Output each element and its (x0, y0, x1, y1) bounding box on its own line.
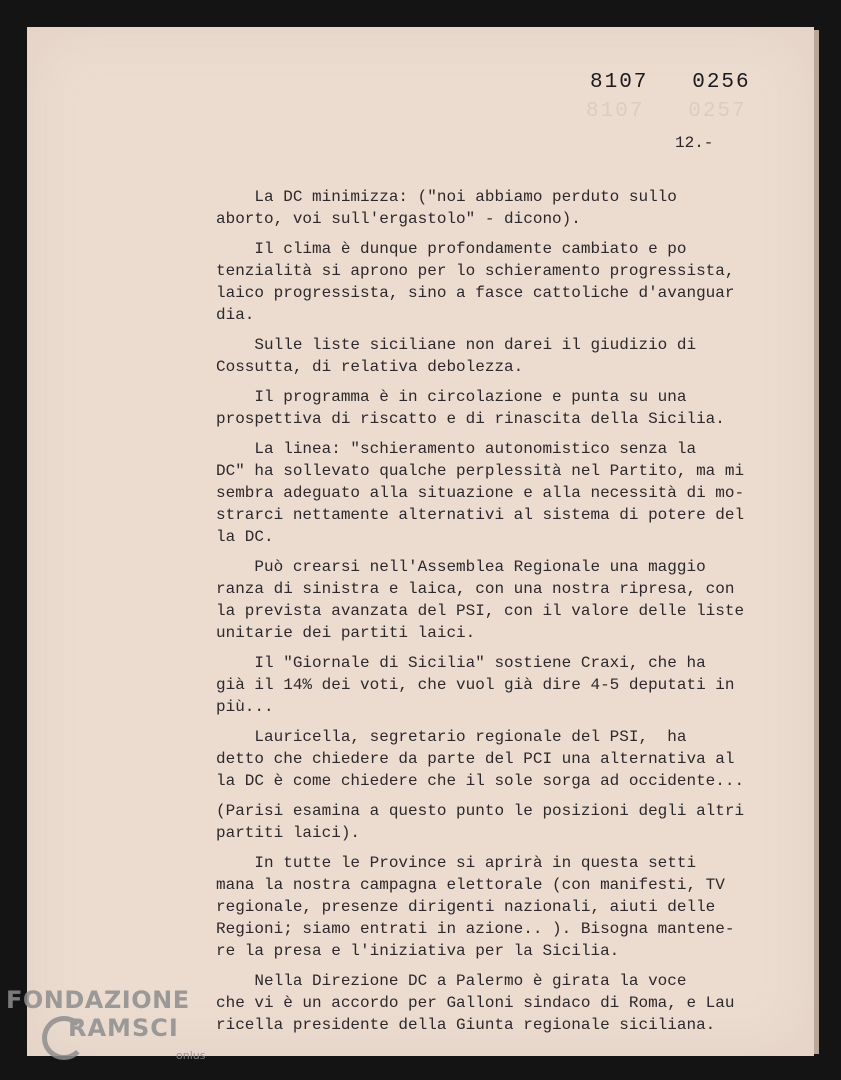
text-line: Nella Direzione DC a Palermo è girata la voce (216, 972, 687, 990)
text-line: dia. (216, 306, 255, 324)
paragraph (216, 800, 746, 844)
text-line: unitarie dei partiti laici. (216, 624, 476, 642)
watermark-suffix: onlus (176, 1049, 206, 1062)
text-line: la prevista avanzata del PSI, con il valore delle liste (216, 602, 745, 620)
text-line: tenzialità si aprono per lo schieramento progressista, (216, 262, 735, 280)
text-line: Il clima è dunque profondamente cambiato e po (216, 240, 687, 258)
text-line: detto che chiedere da parte del PCI una alternativa al (216, 750, 735, 768)
text-line: Lauricella, segretario regionale del PSI, ha (216, 728, 687, 746)
text-line: re la presa e l'iniziativa per la Sicilia. (216, 942, 620, 960)
text-line: laico progressista, sino a fasce cattoliche d'avanguar (216, 284, 735, 302)
text-line: La DC minimizza: ("noi abbiamo perduto sullo (216, 188, 677, 206)
paragraph (216, 334, 746, 378)
paragraph (216, 238, 746, 326)
paragraph (216, 386, 746, 430)
text-line: mana la nostra campagna elettorale (con manifesti, TV (216, 876, 725, 894)
page-number: 12.- (675, 134, 714, 152)
paragraph (216, 970, 746, 1036)
text-line: regionale, presenze dirigenti nazionali, aiuti delle (216, 898, 716, 916)
text-line: Il "Giornale di Sicilia" sostiene Craxi, che ha (216, 654, 706, 672)
text-line: DC" ha sollevato qualche perplessità nel Partito, ma mi (216, 462, 745, 480)
text-line: già il 14% dei voti, che vuol già dire 4-5 deputati in (216, 676, 735, 694)
text-line: In tutte le Province si aprirà in questa setti (216, 854, 697, 872)
bleed-through-number: 8107 0257 (586, 100, 747, 123)
text-line: Sulle liste siciliane non darei il giudizio di (216, 336, 697, 354)
text-line: strarci nettamente alternativi al sistema di potere del (216, 506, 745, 524)
text-line: Regioni; siamo entrati in azione.. ). Bisogna mantene- (216, 920, 735, 938)
text-line: partiti laici). (216, 824, 361, 842)
paragraph (216, 852, 746, 962)
paragraph (216, 652, 746, 718)
text-line: prospettiva di riscatto e di rinascita della Sicilia. (216, 410, 725, 428)
text-line: Può crearsi nell'Assemblea Regionale una maggio (216, 558, 706, 576)
text-line: Cossutta, di relativa debolezza. (216, 358, 524, 376)
text-line: la DC è come chiedere che il sole sorga ad occidente... (216, 772, 745, 790)
watermark-line1: FONDAZIONE (6, 986, 190, 1014)
text-line: (Parisi esamina a questo punto le posizioni degli altri (216, 802, 745, 820)
watermark-g-logo-icon (42, 1016, 86, 1060)
page-edge (814, 30, 819, 1054)
text-line: La linea: "schieramento autonomistico senza la (216, 440, 697, 458)
text-line: Il programma è in circolazione e punta su una (216, 388, 687, 406)
text-line: la DC. (216, 528, 274, 546)
text-line: più... (216, 698, 274, 716)
text-line: sembra adeguato alla situazione e alla necessità di mo- (216, 484, 745, 502)
text-line: aborto, voi sull'ergastolo" - dicono). (216, 210, 581, 228)
watermark-line2: RAMSCI (68, 1014, 179, 1042)
paragraph (216, 726, 746, 792)
paragraph (216, 186, 746, 230)
document-body (216, 186, 746, 1044)
text-line: che vi è un accordo per Galloni sindaco di Roma, e Lau (216, 994, 735, 1012)
fondazione-gramsci-watermark (6, 986, 216, 1062)
text-line: ricella presidente della Giunta regionale siciliana. (216, 1016, 716, 1034)
document-number: 8107 0256 (590, 71, 751, 94)
text-line: ranza di sinistra e laica, con una nostra ripresa, con (216, 580, 735, 598)
paragraph (216, 438, 746, 548)
paragraph (216, 556, 746, 644)
